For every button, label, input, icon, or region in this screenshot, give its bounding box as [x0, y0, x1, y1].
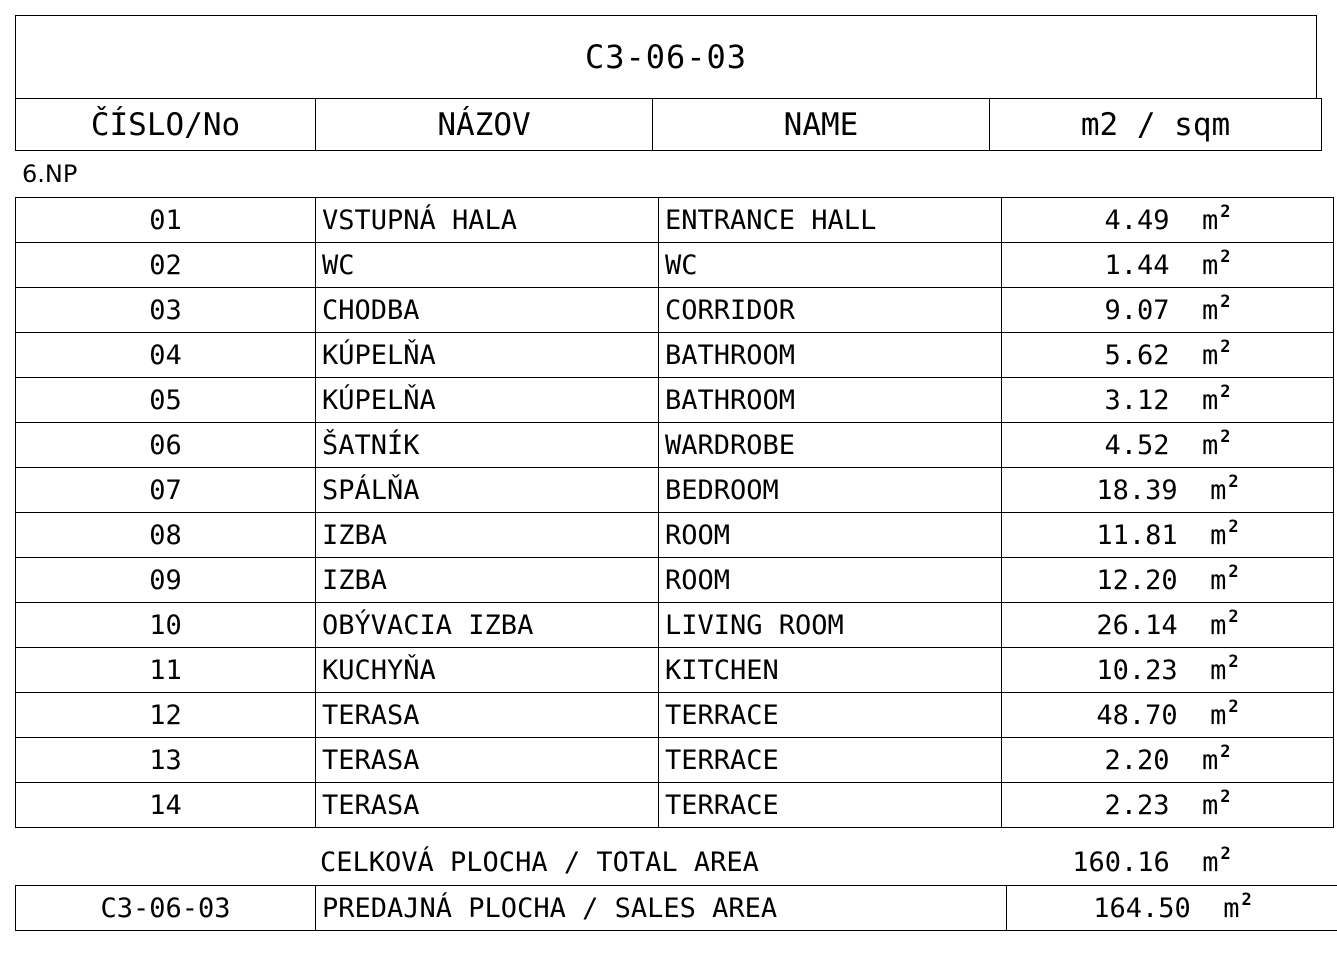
unit-sup: 2	[1228, 561, 1239, 582]
room-number: 04	[16, 333, 316, 378]
room-number: 06	[16, 423, 316, 468]
room-name-sk: CHODBA	[316, 288, 659, 333]
unit: m	[1202, 789, 1219, 821]
room-number: 09	[16, 558, 316, 603]
room-name-en: CORRIDOR	[659, 288, 1002, 333]
room-number: 13	[16, 738, 316, 783]
room-area-number: 4.49	[1104, 204, 1170, 236]
room-area	[1002, 198, 1334, 243]
unit: m	[1202, 744, 1219, 776]
unit: m	[1210, 699, 1227, 731]
room-name-en: WARDROBE	[659, 423, 1002, 468]
sales-unit: C3-06-03	[16, 886, 316, 931]
header-number: ČÍSLO/No	[16, 99, 316, 151]
unit: m	[1202, 204, 1219, 236]
unit: m	[1223, 892, 1240, 924]
unit-sup: 2	[1220, 336, 1231, 357]
room-number: 07	[16, 468, 316, 513]
room-area	[1002, 333, 1334, 378]
room-area-number: 2.23	[1104, 789, 1170, 821]
table-row	[16, 288, 1334, 333]
table-title: C3-06-03	[15, 15, 1317, 99]
unit-sup: 2	[1228, 471, 1239, 492]
room-area-number: 18.39	[1096, 474, 1178, 506]
unit: m	[1210, 519, 1227, 551]
room-area-number: 4.52	[1104, 429, 1170, 461]
room-area	[1002, 468, 1334, 513]
unit: m	[1202, 384, 1219, 416]
room-number: 12	[16, 693, 316, 738]
unit-sup: 2	[1220, 741, 1231, 762]
sales-area-row	[15, 885, 1337, 931]
room-name-sk: TERASA	[316, 738, 659, 783]
room-area-number: 9.07	[1104, 294, 1170, 326]
room-name-en: TERRACE	[659, 783, 1002, 828]
table-row	[16, 333, 1334, 378]
unit: m	[1202, 249, 1219, 281]
room-area	[1002, 378, 1334, 423]
room-name-sk: KUCHYŇA	[316, 648, 659, 693]
room-area	[1002, 783, 1334, 828]
room-area	[1002, 288, 1334, 333]
sales-area-value	[1007, 886, 1337, 931]
table-row	[16, 243, 1334, 288]
unit-sup: 2	[1220, 844, 1231, 864]
floor-label: 6.NP	[22, 160, 78, 188]
sales-area-label: PREDAJNÁ PLOCHA / SALES AREA	[316, 886, 1007, 931]
room-table	[15, 197, 1334, 828]
room-area	[1002, 693, 1334, 738]
unit: m	[1210, 609, 1227, 641]
unit-sup: 2	[1241, 889, 1252, 910]
unit-sup: 2	[1228, 516, 1239, 537]
unit-sup: 2	[1228, 696, 1239, 717]
room-area-number: 26.14	[1096, 609, 1178, 641]
room-name-en: TERRACE	[659, 693, 1002, 738]
room-number: 08	[16, 513, 316, 558]
unit: m	[1202, 294, 1219, 326]
room-area-number: 48.70	[1096, 699, 1178, 731]
room-name-sk: SPÁLŇA	[316, 468, 659, 513]
total-area-label: CELKOVÁ PLOCHA / TOTAL AREA	[320, 847, 759, 878]
header-area: m2 / sqm	[990, 99, 1322, 151]
sales-area-number: 164.50	[1093, 892, 1191, 924]
room-name-sk: OBÝVACIA IZBA	[316, 603, 659, 648]
room-number: 11	[16, 648, 316, 693]
unit-sup: 2	[1220, 201, 1231, 222]
unit: m	[1210, 564, 1227, 596]
room-name-sk: VSTUPNÁ HALA	[316, 198, 659, 243]
room-area	[1002, 603, 1334, 648]
room-number: 10	[16, 603, 316, 648]
room-name-en: BATHROOM	[659, 333, 1002, 378]
room-area	[1002, 513, 1334, 558]
unit: m	[1202, 339, 1219, 371]
room-area-number: 2.20	[1104, 744, 1170, 776]
room-name-en: KITCHEN	[659, 648, 1002, 693]
room-name-sk: KÚPELŇA	[316, 378, 659, 423]
table-row	[16, 738, 1334, 783]
room-area	[1002, 423, 1334, 468]
room-name-en: ROOM	[659, 558, 1002, 603]
room-number: 02	[16, 243, 316, 288]
room-area-number: 11.81	[1096, 519, 1178, 551]
table-row	[16, 378, 1334, 423]
room-area	[1002, 558, 1334, 603]
room-number: 05	[16, 378, 316, 423]
room-area-number: 3.12	[1104, 384, 1170, 416]
header-name-en: NAME	[653, 99, 990, 151]
room-name-sk: ŠATNÍK	[316, 423, 659, 468]
room-area	[1002, 243, 1334, 288]
room-name-sk: KÚPELŇA	[316, 333, 659, 378]
room-name-en: BEDROOM	[659, 468, 1002, 513]
table-row	[16, 468, 1334, 513]
table-row	[16, 423, 1334, 468]
unit: m	[1202, 847, 1219, 878]
room-number: 03	[16, 288, 316, 333]
table-row	[16, 648, 1334, 693]
room-number: 01	[16, 198, 316, 243]
room-name-en: ROOM	[659, 513, 1002, 558]
room-area	[1002, 738, 1334, 783]
room-name-en: WC	[659, 243, 1002, 288]
room-area-number: 12.20	[1096, 564, 1178, 596]
table-row	[16, 513, 1334, 558]
table-row	[16, 198, 1334, 243]
unit-sup: 2	[1220, 381, 1231, 402]
unit-sup: 2	[1228, 606, 1239, 627]
room-name-sk: IZBA	[316, 558, 659, 603]
room-name-en: TERRACE	[659, 738, 1002, 783]
room-name-en: LIVING ROOM	[659, 603, 1002, 648]
table-row	[16, 783, 1334, 828]
total-area-value	[986, 844, 1317, 878]
unit-sup: 2	[1228, 651, 1239, 672]
unit: m	[1202, 429, 1219, 461]
room-area-number: 1.44	[1104, 249, 1170, 281]
unit: m	[1210, 474, 1227, 506]
room-name-sk: TERASA	[316, 693, 659, 738]
room-name-sk: WC	[316, 243, 659, 288]
header-name-sk: NÁZOV	[316, 99, 653, 151]
table-row	[16, 558, 1334, 603]
room-name-en: BATHROOM	[659, 378, 1002, 423]
room-name-sk: TERASA	[316, 783, 659, 828]
unit-sup: 2	[1220, 291, 1231, 312]
header-row	[15, 98, 1322, 151]
unit-sup: 2	[1220, 246, 1231, 267]
unit-sup: 2	[1220, 426, 1231, 447]
room-area-number: 10.23	[1096, 654, 1178, 686]
room-number: 14	[16, 783, 316, 828]
room-name-sk: IZBA	[316, 513, 659, 558]
total-area-row	[15, 843, 1317, 885]
unit-sup: 2	[1220, 786, 1231, 807]
room-name-en: ENTRANCE HALL	[659, 198, 1002, 243]
table-row	[16, 603, 1334, 648]
total-area-number: 160.16	[1072, 847, 1170, 878]
room-area	[1002, 648, 1334, 693]
room-area-number: 5.62	[1104, 339, 1170, 371]
unit: m	[1210, 654, 1227, 686]
table-row	[16, 693, 1334, 738]
